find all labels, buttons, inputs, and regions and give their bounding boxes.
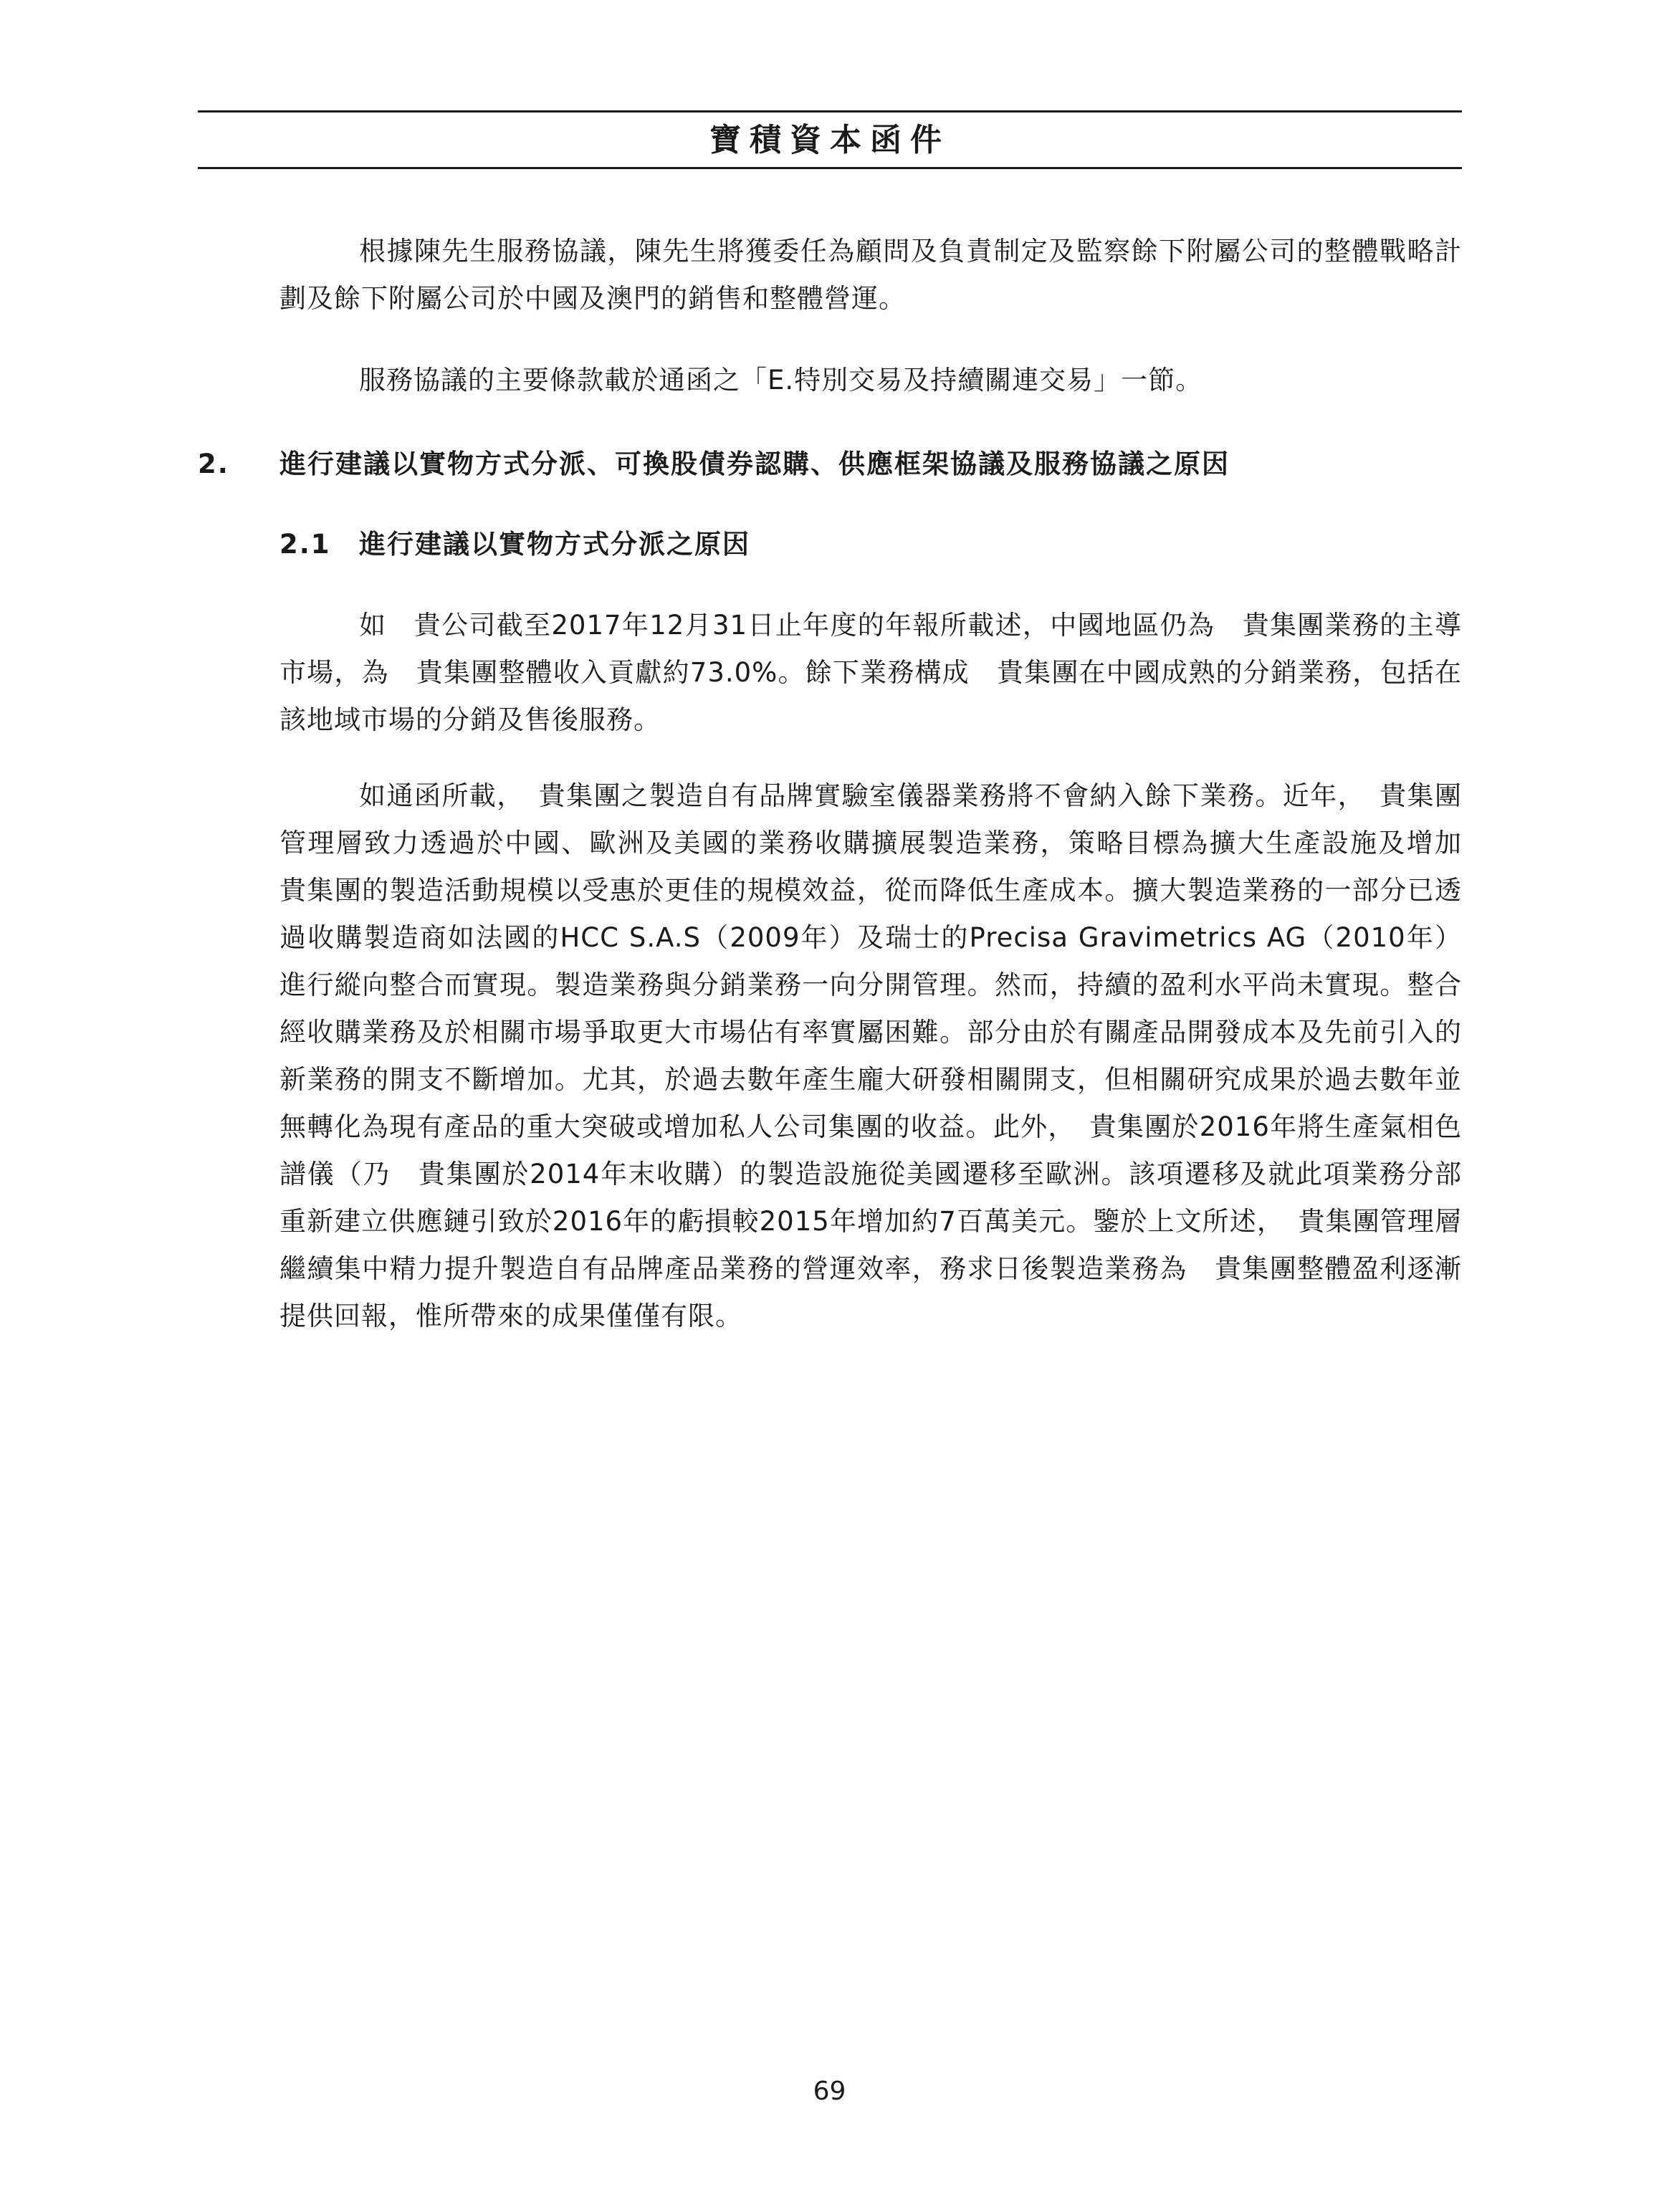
header-top-rule xyxy=(198,110,1462,112)
section-heading xyxy=(198,443,1230,486)
paragraph-service-agreement-terms: 服務協議的主要條款載於通函之「E.特別交易及持續關連交易」一節。 xyxy=(359,365,1203,396)
page-number: 69 xyxy=(813,2077,846,2106)
paragraph-china-market: 如 貴公司截至2017年12月31日止年度的年報所載述，中國地區仍為 貴集團業務的主導市場，為 貴集團整體收入貢獻約73.0%。餘下業務構成 貴集團在中國成熟的分銷業務，包括在該地域市場的分銷及售後服務。 xyxy=(279,610,1462,735)
section-number: 2. xyxy=(198,449,229,479)
paragraph-manufacturing-business: 如通函所載， 貴集團之製造自有品牌實驗室儀器業務將不會納入餘下業務。近年， 貴集團管理層致力透過於中國、歐洲及美國的業務收購擴展製造業務，策略目標為擴大生產設施及增加 貴集團的製造活動規模以受惠於更佳的規模效益，從而降低生產成本。擴大製造業務的一部分已透過收購製造商如法國的HCC S.A.S（2009年）及瑞士的Precisa Gravimetrics AG（2010年）進行縱向整合而實現。製造業務與分銷業務一向分開管理。然而，持續的盈利水平尚未實現。整合經收購業務及於相關市場爭取更大市場佔有率實屬困難。部分由於有關產品開發成本及先前引入的新業務的開支不斷增加。尤其，於過去數年產生龐大研發相關開支，但相關研究成果於過去數年並無轉化為現有產品的重大突破或增加私人公司集團的收益。此外， 貴集團於2016年將生產氣相色譜儀（乃 貴集團於2014年末收購）的製造設施從美國遷移至歐洲。該項遷移及就此項業務分部重新建立供應鏈引致於2016年的虧損較2015年增加約7百萬美元。鑒於上文所述， 貴集團管理層繼續集中精力提升製造自有品牌產品業務的營運效率，務求日後製造業務為 貴集團整體盈利逐漸提供回報，惟所帶來的成果僅僅有限。 xyxy=(279,780,1489,1331)
letter-header-title: 寶積資本函件 xyxy=(709,122,950,158)
subsection-heading xyxy=(279,523,750,566)
paragraph-service-agreement-role: 根據陳先生服務協議，陳先生將獲委任為顧問及負責制定及監察餘下附屬公司的整體戰略計劃及餘下附屬公司於中國及澳門的銷售和整體營運。 xyxy=(279,236,1462,314)
subsection-title: 進行建議以實物方式分派之原因 xyxy=(359,529,750,560)
section-title: 進行建議以實物方式分派、可換股債券認購、供應框架協議及服務協議之原因 xyxy=(279,449,1230,479)
header-bottom-rule xyxy=(198,167,1462,169)
subsection-number: 2.1 xyxy=(279,529,331,560)
